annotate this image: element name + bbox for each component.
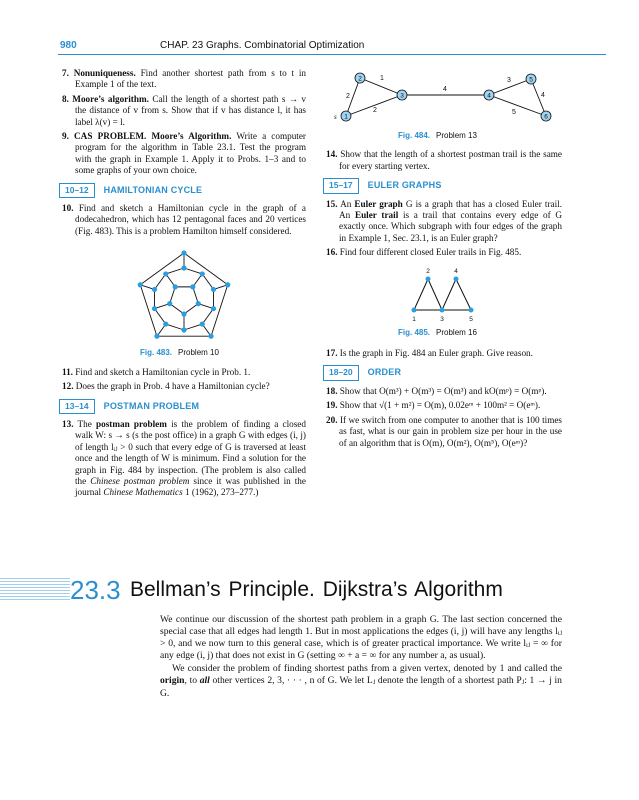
section-range: 18–20	[323, 365, 359, 380]
edge	[170, 304, 184, 314]
figure-caption-text: Problem 13	[436, 131, 477, 140]
vertex	[208, 334, 213, 339]
node-1	[412, 307, 417, 312]
problem-number: 18.	[326, 385, 338, 396]
edge	[155, 274, 166, 290]
bold-term: Euler graph	[354, 198, 403, 209]
body-text: , to	[184, 675, 200, 687]
problem-11	[62, 367, 306, 378]
problem-15	[326, 199, 562, 245]
problem-7	[62, 68, 306, 91]
problem-number: 7.	[62, 68, 69, 78]
italic-term: Chinese Mathematics	[103, 487, 183, 498]
problem-12	[62, 381, 306, 392]
vertex	[211, 287, 216, 292]
section-range: 15–17	[323, 178, 359, 193]
problem-number: 13.	[62, 418, 74, 429]
edge	[202, 274, 213, 290]
edge	[170, 287, 175, 304]
header-rule	[58, 54, 606, 55]
problem-text: G is a graph that has a closed Euler trail. An	[339, 198, 562, 221]
problem-17	[326, 348, 562, 359]
bold-term: origin	[160, 675, 185, 687]
problem-text: Show that O(m³) + O(m³) = O(m³) and kO(mᵖ) = O(mᵖ).	[339, 385, 547, 396]
vertex	[200, 272, 205, 277]
problem-text: An	[340, 198, 355, 209]
figure-label: Fig. 484.	[398, 131, 431, 140]
edge	[155, 309, 166, 325]
body-text: other vertices 2, 3, · · · , n of G. We let Lⱼ denote the length of a shortest path Pⱼ: 1 → j in G.	[160, 675, 562, 699]
problem-18	[326, 386, 562, 397]
node-label: 1	[412, 315, 416, 323]
edge	[202, 309, 213, 325]
section-heading-postman	[59, 399, 306, 414]
vertex	[196, 301, 201, 306]
problem-text: Does the graph in Prob. 4 have a Hamiltonian cycle?	[75, 381, 270, 392]
problem-number: 12.	[62, 381, 74, 392]
vertex	[211, 306, 216, 311]
figure-484-caption	[398, 130, 562, 141]
node-label: 1	[344, 113, 348, 121]
problem-20	[326, 415, 562, 449]
problem-10	[62, 203, 306, 237]
graph-figure-484	[326, 66, 562, 136]
edge	[166, 324, 184, 330]
problem-number: 8.	[62, 93, 69, 104]
problem-text: Call the length of a shortest path s → v the distance of v from s. Show that if v has distance l, it has label λ(v) = l.	[75, 93, 306, 127]
vertex	[163, 272, 168, 277]
edge-weight: 4	[443, 86, 447, 93]
vertex	[167, 301, 172, 306]
figure-caption-text: Problem 16	[436, 327, 477, 337]
body-text: We consider the problem of finding shortest paths from a given vertex, denoted by 1 and called the	[172, 663, 562, 675]
vertex	[154, 334, 159, 339]
node-3	[440, 307, 445, 312]
figure-caption-text: Problem 10	[178, 348, 219, 358]
bold-term: postman problem	[96, 418, 167, 429]
node-5	[469, 307, 474, 312]
problem-text: Find and sketch a Hamiltonian cycle in the graph of a dodecahedron, which has 12 pentagonal faces and 20 vertices (Fig. 483). This is a problem Hamilton himself considered.	[75, 203, 307, 236]
bold-term: Euler trail	[354, 210, 399, 221]
edge	[442, 279, 456, 310]
edge-weight: 5	[512, 109, 516, 116]
problem-title: CAS PROBLEM. Moore’s Algorithm.	[74, 131, 232, 142]
vertex	[225, 282, 230, 287]
vertex	[138, 282, 143, 287]
node-label: 4	[487, 92, 491, 100]
problem-number: 14.	[326, 149, 338, 160]
edge-weight: 4	[541, 92, 545, 99]
body-paragraph-2	[160, 663, 562, 699]
problem-text: is the problem of finding a closed walk W: s → s (s the post office) in a graph G with edges (i, j) of length lᵢⱼ > 0 such that every edge of G is traversed at least once and the length of W is minimum. Find a solution for the graph in Fig. 484 by inspection. (The problem is also called the	[75, 418, 306, 486]
vertex	[181, 312, 186, 317]
node-2	[426, 276, 431, 281]
section-stripes	[0, 578, 70, 602]
edge	[428, 279, 442, 310]
problem-text: Show that the length of a shortest postman trail is the same for every starting vertex.	[339, 149, 562, 171]
vertex	[200, 322, 205, 327]
problem-text: 1 (1962), 273–277.)	[182, 487, 259, 498]
problem-number: 17.	[326, 348, 338, 359]
section-range: 10–12	[59, 183, 95, 198]
problem-text: If we switch from one computer to another that is 100 times as fast, what is our gain in problem size per hour in the use of an algorithm that is O(m), O(m²), O(m⁵), O(eᵐ)?	[339, 414, 562, 448]
start-label: s	[334, 113, 337, 121]
emphasis-term: all	[199, 675, 210, 687]
page-number: 980	[60, 40, 77, 51]
graph-figure-485	[326, 265, 562, 325]
section-title: ORDER	[367, 367, 402, 378]
section-title: POSTMAN PROBLEM	[103, 400, 200, 411]
node-label: 5	[529, 76, 533, 84]
problem-text: since it was published in the journal	[75, 475, 306, 498]
problem-text: Find and sketch a Hamiltonian cycle in Prob. 1.	[75, 366, 251, 377]
problem-19	[326, 400, 562, 411]
problem-text: Write a computer program for the algorithm in Table 23.1. Test the program with the graph in Example 1. Apply it to Probs. 1–3 and to some graphs of your own choice.	[75, 131, 306, 176]
section-title: EULER GRAPHS	[367, 180, 442, 191]
edge	[184, 324, 202, 330]
section-body	[160, 614, 562, 701]
problem-9	[62, 131, 306, 177]
problem-14	[326, 149, 562, 172]
problem-title: Moore’s algorithm.	[72, 93, 149, 104]
problem-number: 20.	[326, 414, 338, 425]
problem-text: Show that √(1 + m²) = O(m), 0.02eᵐ + 100m² = O(eᵐ).	[339, 400, 541, 411]
dodecahedron-figure	[62, 243, 306, 351]
edge-weight: 3	[507, 77, 511, 84]
edge	[184, 268, 202, 274]
node-label: 2	[358, 75, 362, 83]
node-label: 2	[426, 267, 430, 275]
section-number: 23.3	[70, 575, 121, 605]
vertex	[181, 328, 186, 333]
node-label: 5	[469, 315, 473, 323]
problem-text: The	[77, 418, 96, 429]
edge	[184, 304, 198, 314]
problem-13	[62, 419, 306, 499]
right-column	[326, 66, 562, 452]
problem-16	[326, 247, 562, 258]
edge	[414, 279, 428, 310]
node-label: 4	[454, 267, 458, 275]
vertex	[173, 285, 178, 290]
edge-weight: 2	[346, 93, 350, 100]
edge	[184, 253, 228, 285]
problem-number: 19.	[326, 400, 338, 411]
problem-number: 9.	[62, 131, 69, 142]
problem-number: 10.	[62, 203, 74, 214]
node-4	[454, 276, 459, 281]
section-title: HAMILTONIAN CYCLE	[103, 184, 203, 195]
running-header: CHAP. 23 Graphs. Combinatorial Optimization	[160, 40, 365, 51]
problem-text: Find four different closed Euler trails in Fig. 485.	[339, 247, 522, 258]
body-paragraph-1: We continue our discussion of the shortest path problem in a graph G. The last section concerned the special case that all edges had length 1. But in most applications the edges (i, j) will have any lengths lᵢⱼ > 0, and we now turn to this general case, which is of greater practical importance. We write lᵢⱼ = ∞ for any edge (i, j) that does not exist in G (setting ∞ + a = ∞ for any number a, as usual).	[160, 614, 562, 662]
figure-485-caption	[398, 327, 562, 338]
edge-weight: 2	[373, 107, 377, 114]
section-heading-euler	[323, 178, 562, 193]
vertex	[181, 266, 186, 271]
figure-label: Fig. 485.	[398, 327, 431, 337]
problem-text: Is the graph in Fig. 484 an Euler graph. Give reason.	[339, 348, 533, 359]
italic-term: Chinese postman problem	[90, 475, 190, 486]
edge	[166, 268, 184, 274]
section-heading-order	[323, 365, 562, 380]
section-range: 13–14	[59, 399, 95, 414]
section-heading-hamiltonian	[59, 183, 306, 198]
problem-number: 11.	[62, 366, 73, 377]
node-label: 3	[400, 92, 404, 100]
edge	[140, 253, 184, 285]
vertex	[163, 322, 168, 327]
problem-number: 15.	[326, 198, 338, 209]
edge	[456, 279, 471, 310]
problem-8	[62, 94, 306, 128]
section-title-main: Bellman’s Principle. Dijkstra’s Algorithm	[130, 578, 503, 601]
node-label: 6	[544, 113, 548, 121]
figure-483-caption	[140, 347, 306, 358]
vertex	[181, 251, 186, 256]
edge	[193, 287, 198, 304]
node-label: 3	[440, 315, 444, 323]
problem-title: Nonuniqueness.	[73, 68, 136, 78]
vertex	[152, 306, 157, 311]
problem-text: is a trail that contains every edge of G exactly once. Which subgraph with four edges of the graph in Example 1, Sec. 23.1, is an Euler graph?	[339, 210, 562, 243]
left-column	[62, 68, 306, 502]
vertex	[190, 285, 195, 290]
figure-label: Fig. 483.	[140, 348, 173, 358]
edge-weight: 1	[380, 75, 384, 82]
vertex	[152, 287, 157, 292]
problem-text: Find another shortest path from s to t in Example 1 of the text.	[75, 68, 307, 90]
problem-number: 16.	[326, 247, 338, 258]
edge	[487, 92, 546, 116]
